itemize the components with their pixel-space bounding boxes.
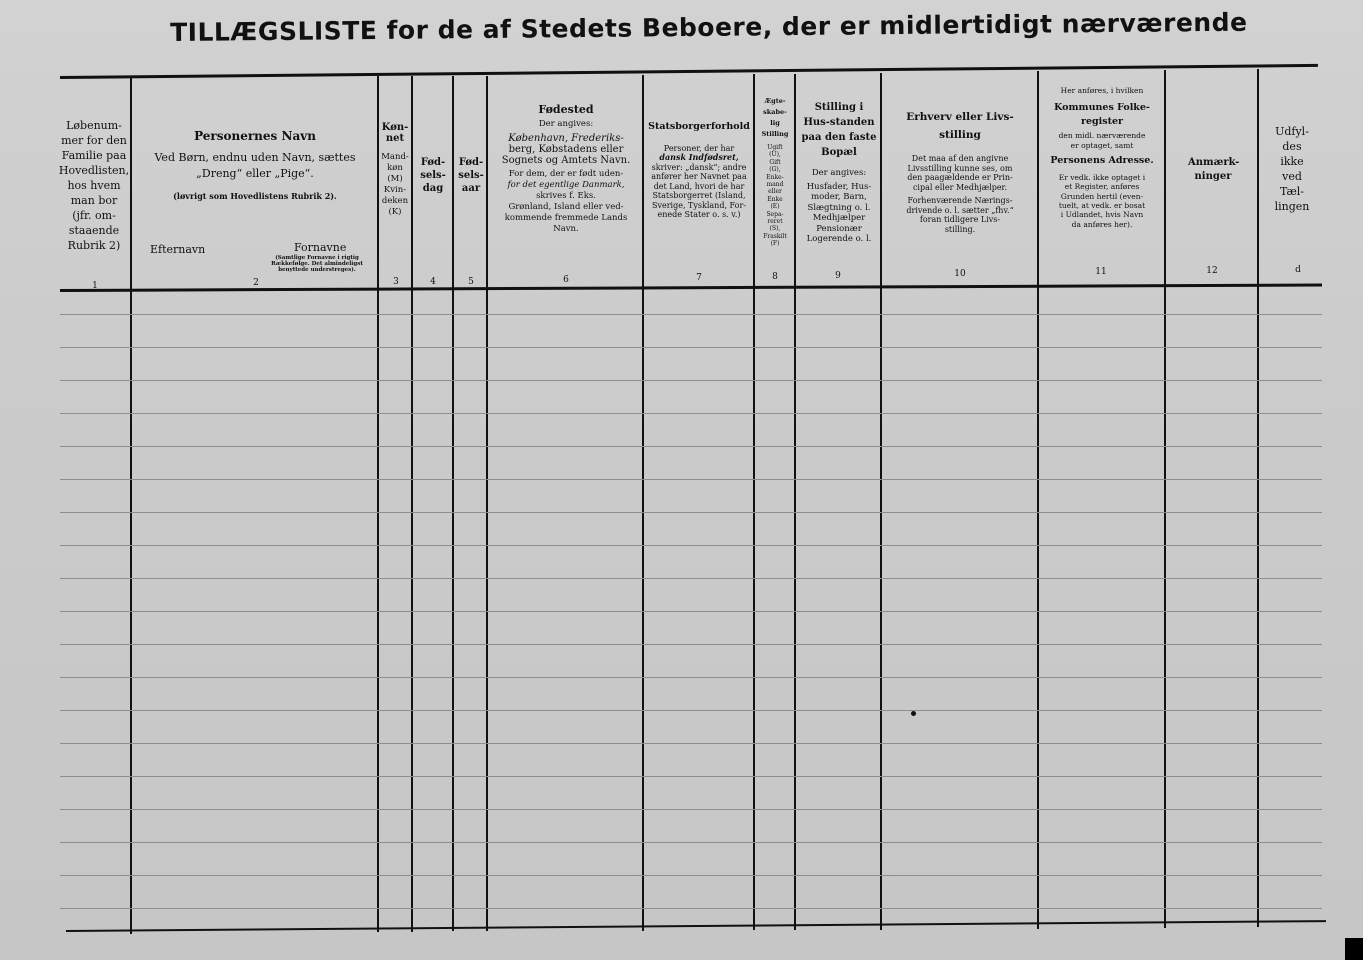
header-line: er optaget, samt <box>1070 140 1134 150</box>
surname-subheader: Efternavn <box>150 243 206 256</box>
row-rule <box>60 776 1322 777</box>
header-line: cipal eller Medhjælper. <box>912 182 1008 192</box>
header-line: lingen <box>1274 200 1310 213</box>
header-line: Kvin- <box>383 185 407 195</box>
row-rule <box>60 512 1322 513</box>
column-heading: Personernes Navn <box>194 129 316 143</box>
header-line: (S), <box>769 225 781 233</box>
column-5-header <box>455 156 487 195</box>
column-number: 5 <box>468 277 474 287</box>
column-instruction: Ved Børn, endnu uden Navn, sættes „Dreng“ eller „Pige“. <box>154 151 356 180</box>
column-9-header <box>797 100 881 245</box>
header-line: et Register, anføres <box>1064 182 1140 192</box>
header-line: deken <box>381 196 409 206</box>
header-line: for det egentlige Danmark, <box>507 180 625 190</box>
row-rule <box>60 908 1322 909</box>
forenames-note: (Samtlige Fornavne i rigtig Rækkefølge. Det almindeligst benyttede understreges). <box>271 255 363 273</box>
header-line: i Udlandet, hvis Navn <box>1060 210 1144 220</box>
row-rule <box>60 644 1322 645</box>
header-line: berg, Købstadens eller <box>508 144 624 155</box>
header-line: Der angives: <box>538 119 594 129</box>
header-line: anfører her Navnet paa <box>651 172 747 181</box>
column-number: 6 <box>563 275 569 285</box>
column-number: 10 <box>954 269 966 279</box>
column-4-header <box>416 156 450 195</box>
row-rule <box>60 611 1322 612</box>
header-line: kommende fremmede Lands <box>504 213 628 223</box>
header-top-rule <box>60 64 1318 79</box>
header-line: København, Frederiks- <box>508 133 624 144</box>
header-line: Der angives: <box>811 168 867 178</box>
column-number: 1 <box>92 281 98 291</box>
column-number: d <box>1295 265 1301 275</box>
header-line: Husfader, Hus- <box>806 181 872 192</box>
entry-rows <box>60 296 1322 926</box>
header-line: Medhjælper <box>812 213 866 223</box>
column-heading: Fød-sels-aar <box>458 157 484 194</box>
column-10-header <box>884 108 1036 234</box>
column-1-header <box>58 118 130 253</box>
header-line: (jfr. om- <box>72 209 116 222</box>
row-rule <box>60 842 1322 843</box>
header-line: Logerende o. l. <box>806 234 872 244</box>
header-line: mer for den <box>61 134 127 147</box>
row-rule <box>60 578 1322 579</box>
column-d-header <box>1262 124 1322 214</box>
column-7-header <box>645 122 753 220</box>
header-line: Mand- <box>381 152 409 162</box>
column-heading: Anmærk-ninger <box>1188 157 1240 182</box>
header-line: des <box>1282 140 1302 153</box>
column-heading: Ægte-skabe-lig Stilling <box>761 97 789 138</box>
row-rule <box>60 545 1322 546</box>
header-line: stilling. <box>944 224 976 234</box>
header-line: moder, Barn, <box>811 192 867 202</box>
column-note: (løvrigt som Hovedlistens Rubrik 2). <box>173 191 337 201</box>
column-number: 8 <box>772 272 778 282</box>
header-line: Grunden hertil (even- <box>1060 191 1144 201</box>
header-line: enede Stater o. s. v.) <box>657 210 741 219</box>
header-line: Sepa- <box>766 210 784 218</box>
row-rule <box>60 347 1322 348</box>
header-line: Sverige, Tyskland, For- <box>651 200 746 210</box>
header-line: skriver: „dansk“; andre <box>651 162 747 172</box>
column-12-header <box>1170 156 1256 184</box>
header-line: (U), <box>769 151 781 159</box>
column-heading: Kommunes Folke-register <box>1054 102 1150 128</box>
column-number: 11 <box>1095 267 1107 277</box>
column-heading: Statsborgerforhold <box>648 122 750 132</box>
column-heading: Fød-sels-dag <box>420 157 446 194</box>
header-line: Rubrik 2) <box>67 239 121 252</box>
column-number: 3 <box>393 277 399 287</box>
row-rule <box>60 380 1322 381</box>
header-line: Løbenum- <box>66 119 122 132</box>
column-number: 12 <box>1206 266 1218 276</box>
row-rule <box>60 875 1322 876</box>
row-rule <box>60 446 1322 447</box>
header-line: ved <box>1282 170 1302 183</box>
header-line: Her anføres, i hvilken <box>1060 86 1144 95</box>
header-line: Fraskilt <box>763 232 787 240</box>
header-line: da anføres her). <box>1071 219 1133 229</box>
row-rule <box>60 479 1322 480</box>
column-number: 7 <box>696 273 702 283</box>
header-line: Slægtning o. l. <box>807 202 871 213</box>
column-heading: Køn-net <box>381 122 409 144</box>
header-line: eller <box>768 188 782 196</box>
column-number: 4 <box>430 277 436 287</box>
row-rule <box>60 743 1322 744</box>
row-rule <box>60 314 1322 315</box>
column-8-header <box>755 96 795 248</box>
header-line: (M) <box>387 174 403 184</box>
row-rule <box>60 413 1322 414</box>
header-line: Familie paa <box>61 149 127 162</box>
header-line: Tæl- <box>1279 185 1305 198</box>
column-heading: Fødested <box>538 104 594 116</box>
header-line: Enke <box>767 195 783 203</box>
ink-speck <box>911 711 916 716</box>
column-3-header <box>379 122 411 218</box>
header-line: Enke- <box>766 173 784 181</box>
header-line: Gift <box>769 158 781 166</box>
header-line: (K) <box>388 207 402 217</box>
column-6-header <box>490 104 642 235</box>
header-line: Livsstilling kunne ses, om <box>907 163 1013 173</box>
header-line: mand <box>766 181 784 189</box>
column-subheading: Personens Adresse. <box>1050 154 1154 166</box>
header-line: (G), <box>769 166 781 174</box>
header-line: (F) <box>770 240 780 248</box>
header-line: Forhenværende Nærings- <box>907 196 1013 205</box>
header-line: Ugift <box>767 144 783 151</box>
header-line: Udfyl- <box>1275 125 1309 138</box>
header-line: tuelt, at vedk. er bosat <box>1058 201 1146 211</box>
column-11-header <box>1040 86 1164 229</box>
header-line: foran tidligere Livs- <box>919 215 1001 224</box>
row-rule <box>60 809 1322 810</box>
column-heading: Stilling i Hus-standen paa den faste Bopæl <box>801 102 877 158</box>
header-line: For dem, der er født uden- <box>508 169 624 179</box>
header-line: ikke <box>1280 155 1304 168</box>
header-line: køn <box>387 163 403 173</box>
form-title: TILLÆGSLISTE for de af Stedets Beboere, der er midlertidigt nærværende <box>170 7 1248 47</box>
header-line: man bor <box>70 194 118 207</box>
scan-corner-shadow <box>1345 938 1363 960</box>
column-2-header <box>138 128 372 204</box>
header-line: reret <box>767 218 783 226</box>
column-heading: Erhverv eller Livs-stilling <box>906 111 1014 141</box>
column-number: 9 <box>835 271 841 281</box>
header-line: Personer, der har <box>663 143 735 153</box>
header-line: Hovedlisten, <box>58 164 130 177</box>
column-number: 2 <box>253 278 259 288</box>
header-line: Pensionær <box>816 223 862 234</box>
header-line: Statsborgerret (Island, <box>652 191 746 200</box>
forenames-subheader: Fornavne <box>294 241 347 254</box>
header-line: skrives f. Eks. <box>536 191 596 201</box>
header-line: dansk Indfødsret, <box>659 152 739 162</box>
header-line: Grønland, Island eller ved- <box>508 202 624 212</box>
header-line: det Land, hvori de har <box>653 181 745 191</box>
header-line: den midl. nærværende <box>1058 131 1146 141</box>
header-line: Navn. <box>553 224 579 234</box>
header-line: Sognets og Amtets Navn. <box>501 155 631 166</box>
header-line: (E) <box>770 203 780 211</box>
header-line: drivende o. l. sætter „fhv.“ <box>906 205 1014 215</box>
header-line: Er vedk. ikke optaget i <box>1058 173 1146 183</box>
row-rule <box>60 677 1322 678</box>
row-rule <box>60 710 1322 711</box>
header-line: staaende <box>68 224 120 237</box>
header-line: Det maa af den angivne <box>911 154 1009 163</box>
header-line: den paagældende er Prin- <box>907 173 1013 182</box>
header-line: hos hvem <box>67 179 121 192</box>
